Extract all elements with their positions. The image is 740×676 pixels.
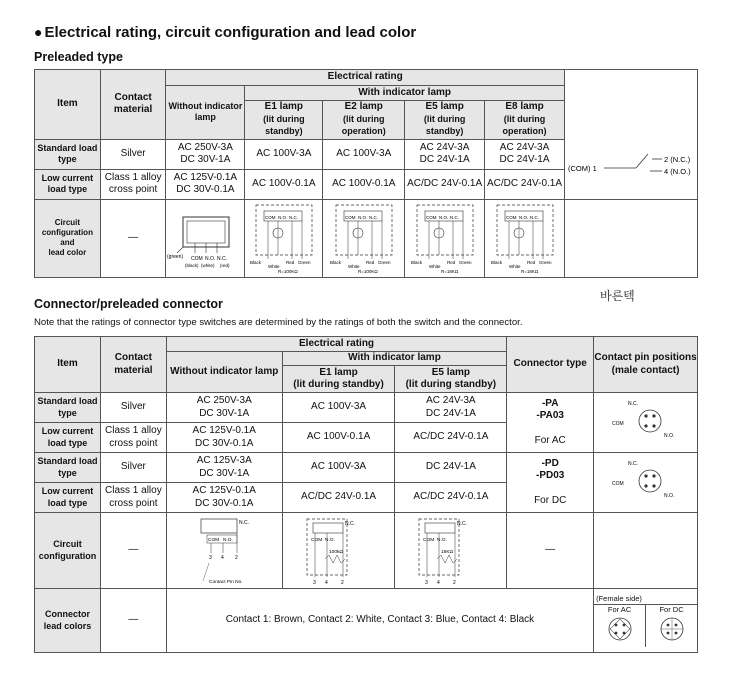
svg-text:R=18KΩ: R=18KΩ (520, 269, 538, 274)
svg-text:2: 2 (340, 579, 344, 586)
connector-note: Note that the ratings of connector type switches are determined by the ratings of both the switch and the connector. (34, 317, 523, 328)
connector-type-dc: -PD -PD03 For DC (507, 453, 594, 513)
svg-text:White: White (267, 264, 280, 269)
svg-text:N.C.: N.C. (288, 215, 298, 220)
svg-text:(green): (green) (167, 254, 184, 260)
hdr-without-lamp: Without indicator lamp (166, 86, 245, 140)
svg-text:Red: Red (285, 260, 295, 265)
circuit-diagram-e1 (245, 199, 323, 277)
svg-text:4 (N.O.): 4 (N.O.) (663, 166, 691, 176)
svg-text:Green: Green (297, 260, 311, 265)
hdr-e5: E5 lamp (lit during standby) (405, 101, 485, 140)
svg-text:N.O.: N.O. (223, 537, 234, 543)
svg-text:N.O.: N.O. (518, 215, 528, 220)
svg-text:18KΩ: 18KΩ (440, 549, 453, 555)
svg-text:COM: COM (611, 421, 624, 428)
table-row: Circuit configuration — N.C. COM N.O. 3 4 2 Contact Pin No. N.C. COM N.O. 100kΩ 3 4 2 N.C. COM N.O. 18KΩ 3 4 2 — (35, 513, 698, 589)
svg-text:N.O.: N.O. (438, 215, 448, 220)
circuit-diagram-e5 (405, 199, 485, 277)
table-row: Standard load type Silver AC 250V-3A DC 30V-1A AC 100V-3A AC 100V-3A AC 24V-3A DC 24V-1A AC 24V-3A DC 24V-1A (COM) 1 2 (N.C.) 4 (N.O.) (35, 139, 698, 169)
svg-text:2: 2 (235, 554, 238, 561)
hdr-item: Item (35, 70, 101, 140)
svg-text:R=100KΩ: R=100KΩ (357, 269, 378, 274)
svg-text:2 (N.C.): 2 (N.C.) (663, 154, 691, 164)
circuit-diagram-e1 (282, 513, 395, 589)
svg-text:3: 3 (312, 579, 316, 586)
female-dc-connector-icon (652, 614, 692, 644)
hdr-e8: E8 lamp (lit during operation) (485, 101, 565, 140)
female-side: (Female side) For AC For DC (594, 589, 698, 653)
svg-text:N.C.: N.C. (344, 520, 355, 527)
svg-text:COM: COM (611, 481, 624, 488)
female-ac-connector-icon (600, 614, 640, 644)
svg-text:3: 3 (424, 579, 428, 586)
svg-text:N.O.: N.O. (663, 433, 674, 440)
svg-text:(black): (black) (185, 263, 199, 268)
table-row: Standard load type Silver AC 250V-3A DC 30V-1A AC 100V-3A AC 24V-3A DC 24V-1A -PA -PA03 For AC N.C. COM N.O. (35, 393, 698, 423)
svg-text:N.O.: N.O. (663, 493, 674, 500)
circuit-diagram-without (166, 513, 282, 589)
svg-text:COM: COM (191, 256, 204, 262)
table-row: Low current load type Class 1 alloy cross point AC 125V-0.1A DC 30V-0.1A AC 100V-0.1A AC/DC 24V-0.1A (35, 423, 698, 453)
svg-text:N.C.: N.C. (529, 215, 539, 220)
table-row: Connector lead colors — Contact 1: Brown, Contact 2: White, Contact 3: Blue, Contact 4: Black (Female side) For AC For DC (35, 589, 698, 653)
svg-text:COM: COM (344, 215, 356, 220)
svg-text:COM: COM (310, 537, 322, 543)
svg-text:N.C.: N.C. (368, 215, 378, 220)
svg-text:R=100KΩ: R=100KΩ (277, 269, 298, 274)
hdr-contact: Contact material (100, 70, 166, 140)
table-row: Low current load type Class 1 alloy cross point AC 125V-0.1A DC 30V-0.1A AC/DC 24V-0.1A AC/DC 24V-0.1A (35, 483, 698, 513)
svg-text:COM: COM (505, 215, 517, 220)
svg-text:N.O.: N.O. (205, 256, 216, 262)
svg-text:2: 2 (452, 579, 456, 586)
svg-text:N.C.: N.C. (239, 519, 250, 526)
row-item: Standard load type (35, 139, 101, 169)
pin-position-ac (594, 393, 698, 453)
svg-text:N.C.: N.C. (456, 520, 467, 527)
svg-text:Green: Green (538, 260, 552, 265)
connector-title: Connector/preleaded connector (34, 297, 223, 311)
svg-text:Green: Green (377, 260, 391, 265)
table-row: Circuit configuration and lead color — (green) COM N.O. N.C. (black) (white) (red) COM N.O. N.C. Black Red Green White R=100KΩ COM N.O. N.C. Black Red Green White R=100KΩ COM N.O. N.C. Black Red Green White R=18KΩ COM N.O. N.C. Black Red Green White R=18KΩ (35, 199, 698, 277)
svg-text:4: 4 (221, 554, 224, 561)
circuit-diagram-e8 (485, 199, 565, 277)
connector-table: Item Contact material Electrical rating Connector type Contact pin positions (male contact) Without indicator lamp With indicator lamp E1 lamp (lit during standby) E5 lamp (lit during standby) Standard load type Silver AC 250V-3A DC 30V-1A AC 100V-3A AC 24V-3A DC 24V-1A -PA -PA03 For AC N.C. COM N.O. Low current load type Class 1 alloy cross point AC 125V-0.1A DC 30V-0.1A AC 100V-0.1A AC/DC 24V-0.1A Standard load type Silver AC 125V-3A DC 30V-1A AC 100V-3A DC 24V-1A -PD -PD03 For DC N.C. COM N.O. Low current load type Class 1 alloy cross point AC 125V-0.1A DC 30V-0.1A AC/DC 24V-0.1A AC/DC 24V-0.1A Circuit configuration — N.C. COM N.O. 3 4 2 Contact Pin No. N.C. COM N.O. 100kΩ 3 4 2 N.C. COM N.O. 18KΩ 3 4 2 — Connector lead colors — Contact 1: Brown, Contact 2: White, Contact 3: Blue, Contact 4: Black (Female side) For AC For DC (34, 336, 698, 653)
svg-text:N.O.: N.O. (357, 215, 368, 220)
svg-text:Black: Black (490, 260, 502, 265)
svg-text:(red): (red) (220, 263, 230, 268)
hdr-e2: E2 lamp (lit during operation) (323, 101, 405, 140)
svg-text:White: White (508, 264, 521, 269)
svg-text:White: White (428, 264, 441, 269)
svg-text:N.C.: N.C. (217, 256, 228, 262)
svg-text:COM: COM (208, 537, 220, 543)
connector-type-ac: -PA -PA03 For AC (507, 393, 594, 453)
svg-text:N.C.: N.C. (449, 215, 459, 220)
circuit-diagram-e2 (323, 199, 405, 277)
lead-colors-text: Contact 1: Brown, Contact 2: White, Contact 3: Blue, Contact 4: Black (166, 589, 593, 653)
svg-text:(white): (white) (201, 263, 215, 268)
svg-text:Contact Pin No.: Contact Pin No. (209, 579, 243, 585)
svg-text:(COM) 1: (COM) 1 (567, 163, 597, 173)
svg-text:COM: COM (422, 537, 435, 543)
preleaded-table (34, 69, 698, 278)
svg-text:4: 4 (324, 579, 328, 586)
svg-text:Red: Red (526, 260, 535, 265)
pin-position-dc (594, 453, 698, 513)
svg-text:Black: Black (410, 260, 422, 265)
table-row: Low current load type Class 1 alloy cross point AC 125V-0.1A DC 30V-0.1A AC 100V-0.1A AC 100V-0.1A AC/DC 24V-0.1A AC/DC 24V-0.1A (35, 169, 698, 199)
svg-text:3: 3 (209, 554, 212, 561)
svg-text:R=18KΩ: R=18KΩ (440, 269, 458, 274)
svg-text:Black: Black (249, 260, 261, 265)
table-row: Standard load type Silver AC 125V-3A DC 30V-1A AC 100V-3A DC 24V-1A -PD -PD03 For DC N.C. COM N.O. (35, 453, 698, 483)
hdr-with-lamp: With indicator lamp (245, 86, 565, 101)
svg-text:Red: Red (446, 260, 455, 265)
svg-text:Black: Black (329, 260, 341, 265)
switch-symbol (564, 139, 697, 199)
circuit-diagram-e5 (395, 513, 507, 589)
circuit-diagram-without (166, 199, 245, 277)
main-heading: ● Electrical rating, circuit configuration and lead color (34, 24, 417, 41)
svg-text:N.C.: N.C. (627, 461, 638, 468)
svg-text:Green: Green (458, 260, 472, 265)
bullet-icon: ● (34, 24, 43, 40)
svg-text:White: White (347, 264, 360, 269)
preleaded-title: Preleaded type (34, 50, 123, 64)
svg-text:COM: COM (264, 215, 276, 220)
svg-text:N.O.: N.O. (324, 537, 335, 543)
svg-text:N.C.: N.C. (627, 401, 638, 408)
svg-text:N.O.: N.O. (277, 215, 288, 220)
svg-text:N.O.: N.O. (436, 537, 447, 543)
svg-text:Red: Red (365, 260, 375, 265)
korean-text: 바른텍 (600, 289, 635, 303)
svg-text:COM: COM (425, 215, 437, 220)
svg-text:4: 4 (436, 579, 440, 586)
hdr-e1: E1 lamp (lit during standby) (245, 101, 323, 140)
svg-text:100kΩ: 100kΩ (328, 549, 343, 555)
hdr-electrical: Electrical rating (166, 70, 565, 86)
